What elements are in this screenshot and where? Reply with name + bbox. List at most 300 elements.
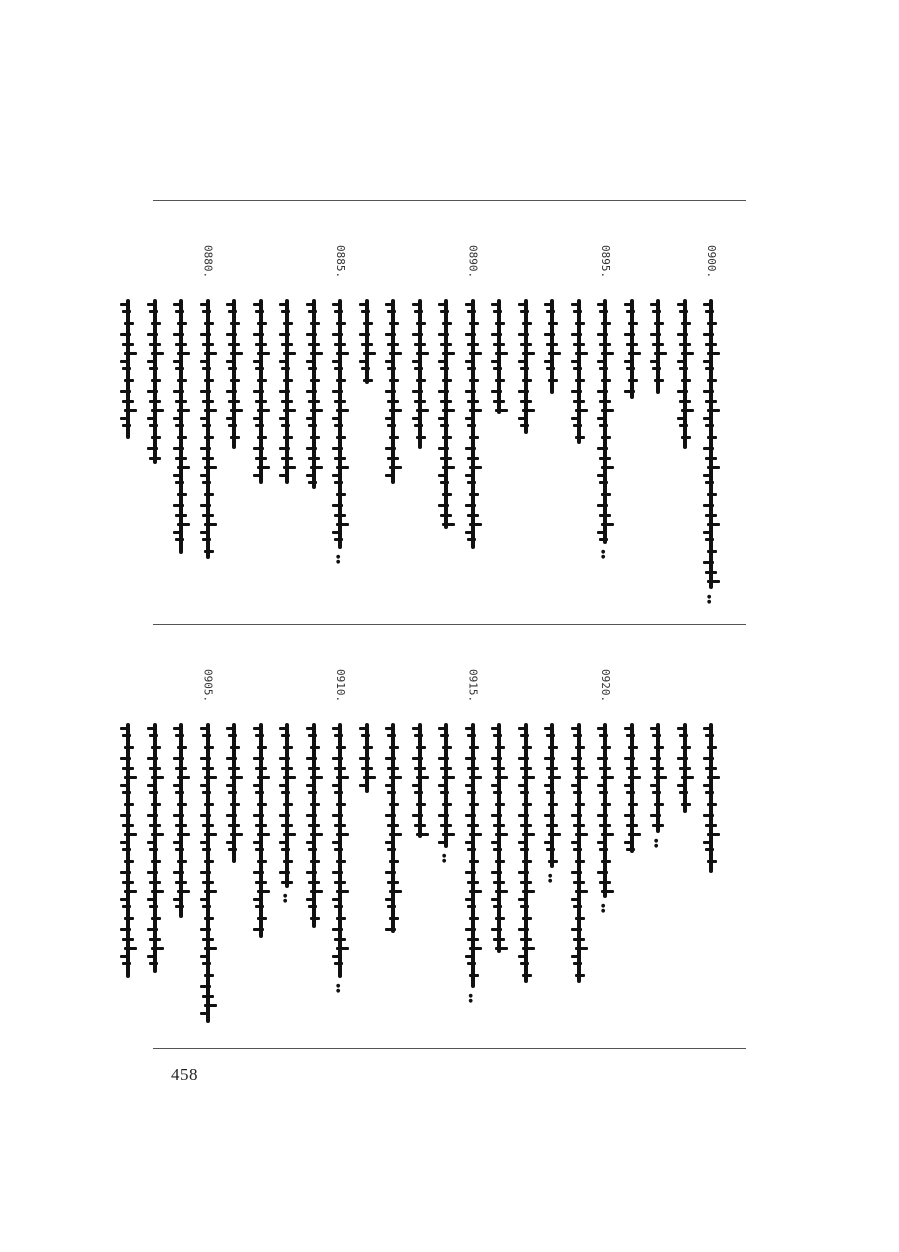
- text-column: [327, 625, 353, 1048]
- script-glyph: [679, 734, 688, 737]
- script-glyph: [440, 514, 452, 517]
- script-glyph: [493, 848, 502, 851]
- script-glyph: [279, 447, 290, 450]
- script-glyph: [440, 367, 449, 370]
- script-glyph: [438, 303, 446, 306]
- script-glyph: [438, 841, 446, 844]
- script-glyph: [599, 514, 611, 517]
- script-glyph: [707, 466, 720, 469]
- script-glyph: [601, 409, 614, 412]
- script-glyph: [520, 938, 532, 941]
- script-glyph: [465, 360, 473, 363]
- script-glyph: [228, 310, 237, 313]
- script-glyph: [573, 881, 585, 884]
- script-glyph: [626, 343, 638, 346]
- script-glyph: [467, 424, 476, 427]
- script-glyph: [310, 466, 323, 469]
- script-glyph: [414, 400, 426, 403]
- mongolian-script-line: [279, 299, 295, 484]
- script-glyph: [438, 447, 449, 450]
- script-glyph: [389, 409, 402, 412]
- script-glyph: [491, 898, 499, 901]
- script-glyph: [650, 727, 658, 730]
- script-glyph: [255, 343, 267, 346]
- script-glyph: [200, 898, 208, 901]
- script-glyph: [308, 881, 320, 884]
- script-glyph: [253, 447, 264, 450]
- script-glyph: [491, 841, 499, 844]
- script-glyph: [200, 531, 208, 534]
- script-glyph: [149, 367, 158, 370]
- script-glyph: [253, 814, 264, 817]
- script-glyph: [226, 841, 234, 844]
- script-glyph: [703, 727, 711, 730]
- script-glyph: [151, 860, 161, 863]
- script-glyph: [440, 424, 449, 427]
- mongolian-script-line: [306, 299, 322, 489]
- script-glyph: [204, 436, 214, 439]
- script-glyph: [334, 848, 343, 851]
- script-glyph: [204, 746, 214, 749]
- script-glyph: [173, 784, 181, 787]
- verse-number: 0905.: [201, 669, 215, 703]
- script-glyph: [626, 791, 635, 794]
- script-glyph: [173, 417, 181, 420]
- script-glyph: [306, 727, 314, 730]
- text-column: [486, 201, 512, 624]
- script-glyph: [597, 504, 608, 507]
- script-glyph: [306, 333, 317, 336]
- script-glyph: [652, 734, 661, 737]
- script-glyph: [707, 746, 717, 749]
- mongolian-script-line: [465, 723, 481, 1004]
- mongolian-script-line: [359, 299, 375, 384]
- script-glyph: [599, 367, 608, 370]
- script-glyph: [149, 734, 158, 737]
- script-glyph: [385, 784, 393, 787]
- script-glyph: [173, 531, 181, 534]
- script-glyph: [442, 322, 452, 325]
- script-stem: [312, 299, 316, 489]
- script-glyph: [495, 352, 508, 355]
- script-glyph: [306, 303, 314, 306]
- text-column: [354, 201, 380, 624]
- script-glyph: [336, 466, 349, 469]
- script-glyph: [520, 310, 529, 313]
- script-glyph: [575, 833, 588, 836]
- script-glyph: [228, 343, 240, 346]
- text-column: [168, 625, 194, 1048]
- script-glyph: [177, 466, 190, 469]
- mongolian-script-line: [120, 299, 136, 439]
- script-glyph: [149, 905, 158, 908]
- script-glyph: [283, 322, 293, 325]
- script-glyph: [707, 550, 717, 553]
- script-glyph: [573, 734, 582, 737]
- script-glyph: [624, 841, 632, 844]
- script-glyph: [597, 814, 608, 817]
- script-glyph: [122, 734, 131, 737]
- script-glyph: [467, 734, 476, 737]
- script-glyph: [385, 928, 396, 931]
- script-glyph: [387, 424, 396, 427]
- text-column: [354, 625, 380, 1048]
- script-glyph: [544, 303, 552, 306]
- script-glyph: [679, 767, 691, 770]
- text-column: [380, 625, 406, 1048]
- script-glyph: [306, 871, 317, 874]
- mongolian-script-line: [544, 723, 560, 884]
- script-glyph: [626, 310, 635, 313]
- script-glyph: [385, 841, 393, 844]
- script-glyph: [626, 367, 635, 370]
- script-glyph: [385, 447, 396, 450]
- script-glyph: [628, 833, 641, 836]
- script-glyph: [491, 390, 502, 393]
- script-glyph: [204, 860, 214, 863]
- script-glyph: [703, 333, 714, 336]
- verse-number: 0915.: [466, 669, 480, 703]
- script-glyph: [120, 955, 128, 958]
- script-glyph: [599, 824, 611, 827]
- script-glyph: [255, 905, 264, 908]
- script-glyph: [177, 322, 187, 325]
- mongolian-script-line: [491, 299, 507, 414]
- script-glyph: [493, 367, 502, 370]
- script-glyph: [202, 400, 214, 403]
- script-glyph: [202, 343, 214, 346]
- script-glyph: [414, 734, 423, 737]
- script-glyph: [440, 457, 452, 460]
- script-glyph: [149, 400, 161, 403]
- script-glyph: [467, 481, 476, 484]
- script-glyph: [226, 390, 237, 393]
- script-stem: [630, 299, 634, 399]
- mongolian-script-line: [385, 299, 401, 484]
- script-glyph: [465, 333, 476, 336]
- script-glyph: [281, 400, 293, 403]
- script-glyph: [204, 379, 214, 382]
- script-glyph: [467, 343, 479, 346]
- text-column: [221, 625, 247, 1048]
- script-glyph: [151, 322, 161, 325]
- script-glyph: [652, 767, 664, 770]
- script-glyph: [122, 881, 134, 884]
- verse-block-bottom: [153, 625, 746, 1048]
- script-glyph: [681, 746, 691, 749]
- script-glyph: [544, 727, 552, 730]
- text-column: [301, 625, 327, 1048]
- script-glyph: [308, 367, 317, 370]
- end-punctuation-mark: ● ●: [548, 873, 553, 884]
- script-glyph: [204, 550, 214, 553]
- mongolian-script-line: [173, 299, 189, 554]
- script-glyph: [624, 333, 635, 336]
- script-glyph: [654, 776, 667, 779]
- script-glyph: [173, 504, 184, 507]
- script-glyph: [465, 303, 473, 306]
- script-glyph: [389, 436, 399, 439]
- script-glyph: [255, 457, 267, 460]
- script-glyph: [283, 803, 293, 806]
- script-glyph: [175, 767, 187, 770]
- script-glyph: [334, 905, 343, 908]
- script-glyph: [281, 457, 293, 460]
- script-glyph: [677, 784, 685, 787]
- script-glyph: [522, 776, 535, 779]
- script-glyph: [571, 841, 579, 844]
- script-glyph: [332, 447, 343, 450]
- script-glyph: [334, 457, 346, 460]
- script-glyph: [124, 917, 134, 920]
- script-glyph: [573, 343, 585, 346]
- script-glyph: [575, 803, 585, 806]
- script-glyph: [438, 390, 449, 393]
- script-glyph: [204, 974, 214, 977]
- script-glyph: [597, 390, 608, 393]
- script-glyph: [200, 504, 211, 507]
- script-glyph: [257, 436, 267, 439]
- script-glyph: [202, 734, 211, 737]
- script-glyph: [281, 824, 293, 827]
- text-column: [539, 201, 565, 624]
- script-glyph: [385, 727, 393, 730]
- script-glyph: [149, 824, 161, 827]
- script-glyph: [465, 784, 473, 787]
- script-glyph: [465, 871, 476, 874]
- script-glyph: [336, 746, 346, 749]
- script-glyph: [573, 848, 582, 851]
- script-glyph: [414, 343, 426, 346]
- script-glyph: [522, 974, 532, 977]
- script-glyph: [177, 776, 190, 779]
- script-glyph: [599, 310, 608, 313]
- script-glyph: [253, 390, 264, 393]
- script-glyph: [204, 1004, 217, 1007]
- script-glyph: [520, 824, 532, 827]
- script-glyph: [469, 493, 479, 496]
- script-glyph: [597, 360, 605, 363]
- text-column: [380, 201, 406, 624]
- mongolian-script-line: [465, 299, 481, 549]
- script-glyph: [681, 436, 691, 439]
- script-glyph: [520, 905, 529, 908]
- mongolian-script-line: [677, 299, 693, 449]
- script-glyph: [279, 474, 287, 477]
- script-glyph: [334, 343, 346, 346]
- script-glyph: [703, 784, 711, 787]
- script-glyph: [389, 833, 402, 836]
- script-glyph: [147, 303, 155, 306]
- script-glyph: [465, 504, 476, 507]
- script-glyph: [202, 791, 211, 794]
- script-glyph: [601, 523, 614, 526]
- script-glyph: [308, 310, 317, 313]
- end-punctuation-mark: ● ●: [336, 983, 341, 994]
- script-glyph: [416, 746, 426, 749]
- script-glyph: [226, 333, 237, 336]
- script-glyph: [705, 424, 714, 427]
- script-glyph: [175, 734, 184, 737]
- script-glyph: [306, 757, 317, 760]
- script-glyph: [332, 303, 340, 306]
- script-glyph: [520, 962, 529, 965]
- script-glyph: [120, 757, 131, 760]
- script-glyph: [151, 890, 164, 893]
- script-glyph: [416, 322, 426, 325]
- script-glyph: [703, 504, 714, 507]
- script-glyph: [440, 400, 452, 403]
- script-glyph: [122, 424, 131, 427]
- script-glyph: [281, 424, 290, 427]
- script-glyph: [628, 776, 641, 779]
- script-glyph: [255, 848, 264, 851]
- script-glyph: [202, 824, 214, 827]
- script-glyph: [628, 379, 638, 382]
- script-glyph: [122, 938, 134, 941]
- script-glyph: [202, 514, 214, 517]
- script-glyph: [228, 767, 240, 770]
- bottom-rule: [153, 1048, 746, 1049]
- script-glyph: [336, 947, 349, 950]
- script-glyph: [469, 947, 482, 950]
- script-glyph: [332, 841, 340, 844]
- mongolian-script-line: [412, 723, 428, 838]
- script-glyph: [491, 360, 499, 363]
- script-glyph: [442, 746, 452, 749]
- text-column: [195, 201, 221, 624]
- script-glyph: [334, 791, 343, 794]
- script-glyph: [679, 343, 691, 346]
- script-glyph: [175, 367, 184, 370]
- script-glyph: [601, 746, 611, 749]
- script-glyph: [677, 360, 685, 363]
- script-glyph: [520, 400, 532, 403]
- script-glyph: [703, 447, 714, 450]
- script-glyph: [226, 727, 234, 730]
- script-glyph: [200, 757, 211, 760]
- script-glyph: [493, 938, 505, 941]
- script-glyph: [681, 322, 691, 325]
- script-glyph: [120, 333, 131, 336]
- script-glyph: [279, 333, 290, 336]
- script-glyph: [281, 881, 293, 884]
- script-glyph: [281, 734, 290, 737]
- script-glyph: [151, 746, 161, 749]
- script-glyph: [173, 757, 184, 760]
- script-glyph: [412, 814, 423, 817]
- script-glyph: [703, 561, 714, 564]
- script-glyph: [650, 303, 658, 306]
- script-glyph: [522, 917, 532, 920]
- script-glyph: [465, 447, 476, 450]
- script-glyph: [151, 776, 164, 779]
- script-glyph: [332, 360, 340, 363]
- script-glyph: [597, 841, 605, 844]
- script-glyph: [491, 814, 502, 817]
- script-glyph: [493, 343, 505, 346]
- mongolian-script-line: [703, 299, 719, 605]
- script-glyph: [518, 333, 529, 336]
- verse-number: 0890.: [466, 245, 480, 279]
- script-glyph: [202, 962, 211, 965]
- script-glyph: [440, 734, 449, 737]
- script-glyph: [495, 860, 505, 863]
- script-glyph: [707, 352, 720, 355]
- script-glyph: [677, 303, 685, 306]
- mongolian-script-line: [200, 299, 216, 559]
- script-glyph: [361, 343, 373, 346]
- script-glyph: [200, 841, 208, 844]
- script-glyph: [306, 841, 314, 844]
- script-glyph: [175, 424, 184, 427]
- mongolian-script-line: [518, 299, 534, 434]
- script-glyph: [469, 860, 479, 863]
- mongolian-script-line: [306, 723, 322, 928]
- script-glyph: [465, 474, 473, 477]
- script-glyph: [230, 833, 243, 836]
- script-glyph: [491, 333, 502, 336]
- script-glyph: [279, 417, 287, 420]
- script-glyph: [281, 310, 290, 313]
- script-glyph: [414, 310, 423, 313]
- script-glyph: [681, 352, 694, 355]
- script-glyph: [573, 824, 585, 827]
- script-glyph: [495, 776, 508, 779]
- script-glyph: [442, 776, 455, 779]
- script-glyph: [200, 1012, 208, 1015]
- script-glyph: [149, 881, 161, 884]
- verse-number: 0910.: [334, 669, 347, 703]
- verse-number: 0900.: [705, 245, 718, 279]
- script-glyph: [442, 833, 455, 836]
- script-glyph: [469, 379, 479, 382]
- script-glyph: [334, 400, 346, 403]
- script-glyph: [467, 962, 476, 965]
- script-glyph: [151, 917, 161, 920]
- script-glyph: [177, 746, 187, 749]
- script-glyph: [571, 360, 579, 363]
- script-glyph: [306, 390, 317, 393]
- script-glyph: [279, 871, 290, 874]
- script-glyph: [705, 367, 714, 370]
- script-glyph: [257, 746, 267, 749]
- script-stem: [391, 723, 395, 933]
- script-glyph: [518, 955, 526, 958]
- script-glyph: [518, 898, 526, 901]
- script-glyph: [707, 860, 717, 863]
- script-glyph: [310, 436, 320, 439]
- script-glyph: [573, 791, 582, 794]
- script-glyph: [122, 905, 131, 908]
- text-column: [195, 625, 221, 1048]
- script-glyph: [705, 514, 717, 517]
- script-glyph: [573, 938, 585, 941]
- script-glyph: [283, 379, 293, 382]
- script-glyph: [124, 833, 137, 836]
- script-glyph: [149, 343, 161, 346]
- mongolian-script-line: [491, 723, 507, 953]
- script-glyph: [601, 352, 614, 355]
- script-glyph: [467, 457, 479, 460]
- script-glyph: [491, 871, 502, 874]
- script-glyph: [306, 447, 317, 450]
- script-glyph: [122, 400, 134, 403]
- script-glyph: [177, 352, 190, 355]
- script-glyph: [336, 917, 346, 920]
- script-glyph: [200, 447, 211, 450]
- script-glyph: [253, 757, 264, 760]
